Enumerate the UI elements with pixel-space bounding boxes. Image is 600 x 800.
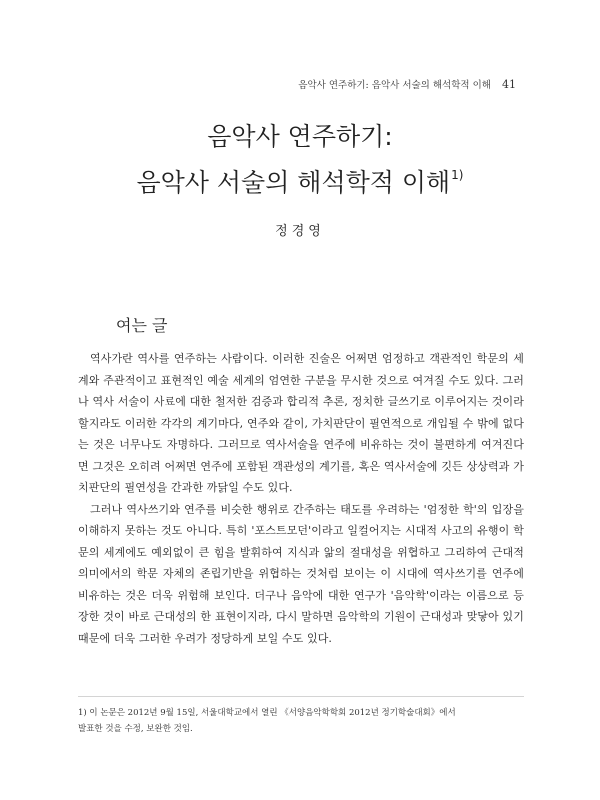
- title-line-1: 음악사 연주하기:: [207, 122, 393, 151]
- footnote-line-2: 발표한 것을 수정, 보완한 것임.: [78, 724, 193, 734]
- paragraph: 그러나 역사쓰기와 연주를 비슷한 행위로 간주하는 태도를 우려하는 '엄정한 학'의 입장을 이해하지 못하는 것도 아니다. 특히 '포스트모던'이라고 일컬어지는 시대적 사고의 유행이 학문의 세계에도 예외없이 큰 힘을 발휘하여 지식과 앎의 절대성을 위협하고 그리하여 근대적 의미에서의 학문 자체의 존립기반을 위협하는 것처럼 보이는 이 시대에 역사쓰기를 연주에 비유하는 것은 더욱 위험해 보인다. 더구나 음악에 대한 연구가 '음악학'이라는 이름으로 등장한 것이 바로 근대성의 한 표현이지라, 다시 말하면 음악학의 기원이 근대성과 맞닿아 있기 때문에 더욱 그러한 우려가 정당하게 보일 수도 있다.: [78, 502, 524, 645]
- paragraph: 역사가란 역사를 연주하는 사람이다. 이러한 진술은 어쩌면 엄정하고 객관적인 학문의 세계와 주관적이고 표현적인 예술 세계의 엄연한 구분을 무시한 것으로 여겨질 수도 있다. 그러나 역사 서술이 사료에 대한 철저한 검증과 합리적 추론, 정치한 글쓰기로 이루어지는 것이라 할지라도 이러한 각각의 계기마다, 연주와 같이, 가치판단이 필연적으로 개입될 수 밖에 없다는 것은 너무나도 자명하다. 그러므로 역사서술을 연주에 비유하는 것이 불편하게 여겨진다면 그것은 오히려 어쩌면 연주에 포함된 객관성의 계기를, 혹은 역사서술에 깃든 상상력과 가치판단의 필연성을 간과한 까닭일 수도 있다.: [78, 352, 524, 494]
- footnote-divider: [78, 696, 524, 697]
- author-name: 정경영: [275, 224, 325, 239]
- footnote-line-1: 1) 이 논문은 2012년 9월 15일, 서울대학교에서 열린 《서양음악학학회 2012년 정기학술대회》에서: [78, 708, 456, 718]
- title-footnote-marker[interactable]: 1): [451, 168, 464, 182]
- page-number: 41: [502, 78, 516, 91]
- running-header: [298, 77, 516, 91]
- section-heading: 여는 글: [116, 316, 168, 335]
- footnote: [78, 705, 524, 737]
- title-line-2-text: 음악사 서술의 해석학적 이해: [136, 168, 451, 197]
- running-title: 음악사 연주하기: 음악사 서술의 해석학적 이해: [298, 80, 491, 91]
- body-text: [78, 348, 524, 649]
- article-title: [0, 118, 600, 202]
- title-line-2: [0, 156, 600, 202]
